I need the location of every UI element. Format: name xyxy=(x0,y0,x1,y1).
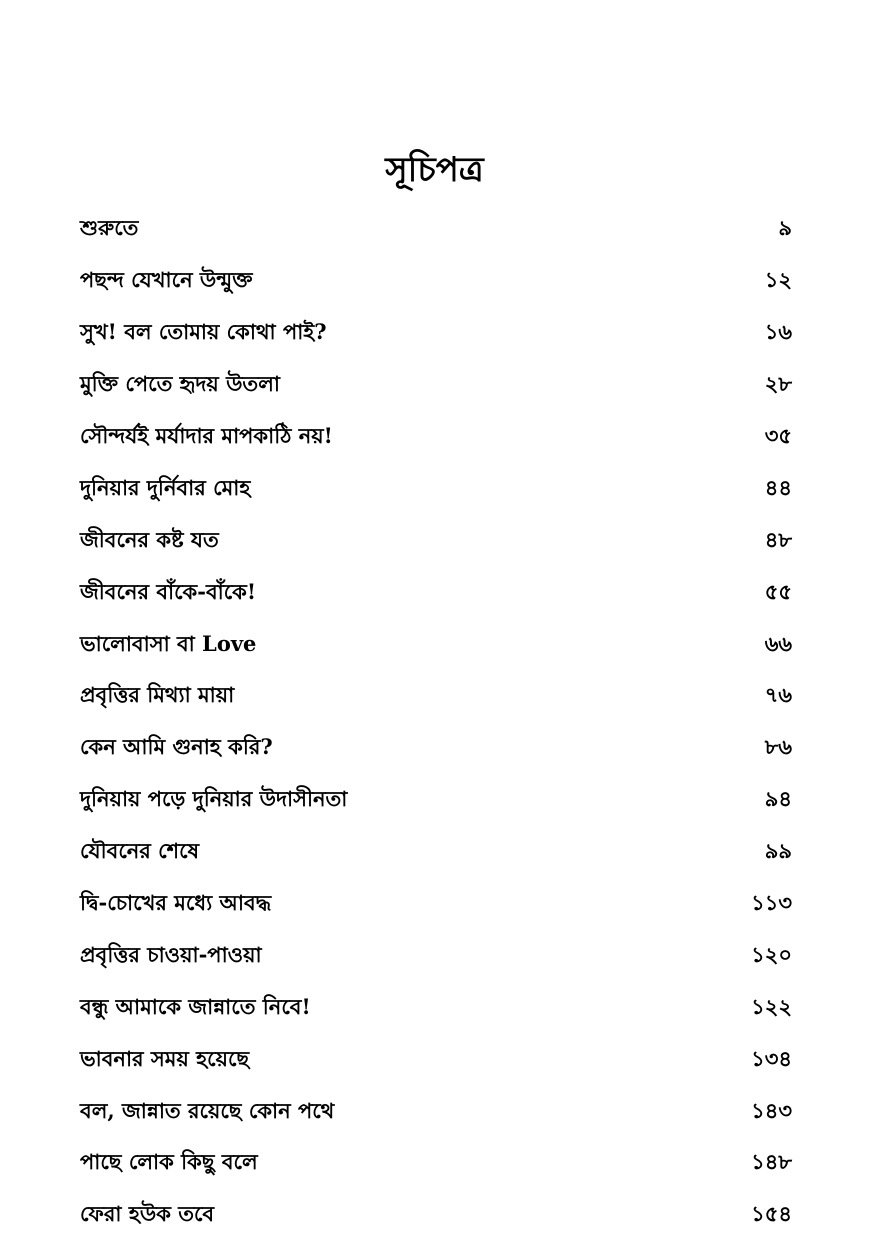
toc-entry xyxy=(80,256,792,308)
toc-entry-page-number: ৭৬ xyxy=(764,682,792,708)
toc-entry-title: ভালোবাসা বা Love xyxy=(80,630,257,656)
toc-entry-page-number: ৪৪ xyxy=(764,474,792,500)
toc-entry-page-number: ৫৫ xyxy=(764,578,792,604)
toc-entry xyxy=(80,412,792,464)
toc-entry-title: পছন্দ যেখানে উন্মুক্ত xyxy=(80,267,253,293)
toc-entry xyxy=(80,619,792,671)
toc-entry-page-number: ১২ xyxy=(764,267,792,293)
page-title: সূচিপত্র xyxy=(385,150,484,190)
toc-entry xyxy=(80,930,792,982)
toc-entry-page-number: ৯৯ xyxy=(764,838,792,864)
toc-entry-title: প্রবৃত্তির মিথ্যা মায়া xyxy=(80,682,235,708)
toc-entry-title: জীবনের বাঁকে-বাঁকে! xyxy=(80,578,257,604)
toc-entry-page-number: ১৩৪ xyxy=(751,1045,792,1071)
toc-entry-page-number: ৪৮ xyxy=(764,526,792,552)
toc-entry-title: জীবনের কষ্ট যত xyxy=(80,526,219,552)
toc-entry xyxy=(80,775,792,827)
toc-entry-page-number: ১২২ xyxy=(751,993,792,1019)
toc-entry-page-number: ৯ xyxy=(778,215,792,241)
toc-entry xyxy=(80,827,792,879)
toc-entry-title: সুখ! বল তোমায় কোথা পাই? xyxy=(80,319,327,345)
toc-entry xyxy=(80,879,792,931)
toc-entry xyxy=(80,360,792,412)
toc-entry-page-number: ১২০ xyxy=(751,941,792,967)
toc-entry-title: ফেরা হউক তবে xyxy=(80,1201,215,1227)
toc-entry-title: মুক্তি পেতে হৃদয় উতলা xyxy=(80,371,280,397)
toc-entry-page-number: ১৬ xyxy=(764,319,792,345)
toc-entry-title: যৌবনের শেষে xyxy=(80,838,200,864)
toc-entry-page-number: ৩৫ xyxy=(764,423,792,448)
toc-entry-page-number: ১৫৪ xyxy=(751,1201,792,1227)
toc-entry xyxy=(80,515,792,567)
toc-entry xyxy=(80,1086,792,1138)
toc-entry-page-number: ৮৬ xyxy=(764,734,792,760)
toc-entry xyxy=(80,723,792,775)
toc-entry xyxy=(80,1190,792,1242)
toc-entry xyxy=(80,982,792,1034)
toc-entry-title: দ্বি-চোখের মধ্যে আবদ্ধ xyxy=(80,890,272,916)
toc-entry xyxy=(80,1138,792,1190)
toc-entry-page-number: ১৪৮ xyxy=(751,1149,792,1175)
toc-entry-page-number: ২৮ xyxy=(764,371,792,397)
toc-entry-page-number: ১৪৩ xyxy=(751,1097,792,1123)
toc-entry-title: কেন আমি গুনাহ করি? xyxy=(80,734,273,760)
toc-entry xyxy=(80,463,792,515)
toc-entry xyxy=(80,1034,792,1086)
toc-entry-title: দুনিয়ায় পড়ে দুনিয়ার উদাসীনতা xyxy=(80,786,348,812)
toc-entry-title: বল, জান্নাত রয়েছে কোন পথে xyxy=(80,1097,335,1123)
toc-entry xyxy=(80,308,792,360)
toc-entry-title: শুরুতে xyxy=(80,215,139,241)
toc-entry-title: পাছে লোক কিছু বলে xyxy=(80,1149,258,1175)
toc-entry-page-number: ৯৪ xyxy=(764,786,792,812)
toc-entry xyxy=(80,671,792,723)
toc-entry-title: দুনিয়ার দুর্নিবার মোহ xyxy=(80,474,251,500)
toc-entry-page-number: ৬৬ xyxy=(764,630,792,656)
toc-entry-title: ভাবনার সময় হয়েছে xyxy=(80,1045,250,1071)
toc-entry-page-number: ১১৩ xyxy=(751,890,792,916)
toc-entry xyxy=(80,204,792,256)
toc-entry xyxy=(80,567,792,619)
toc-entry-title: বন্ধু আমাকে জান্নাতে নিবে! xyxy=(80,993,311,1019)
toc-entry-title: প্রবৃত্তির চাওয়া-পাওয়া xyxy=(80,941,262,967)
toc-entry-title: সৌন্দর্যই মর্যাদার মাপকাঠি নয়! xyxy=(80,423,333,448)
table-of-contents xyxy=(80,204,792,1242)
